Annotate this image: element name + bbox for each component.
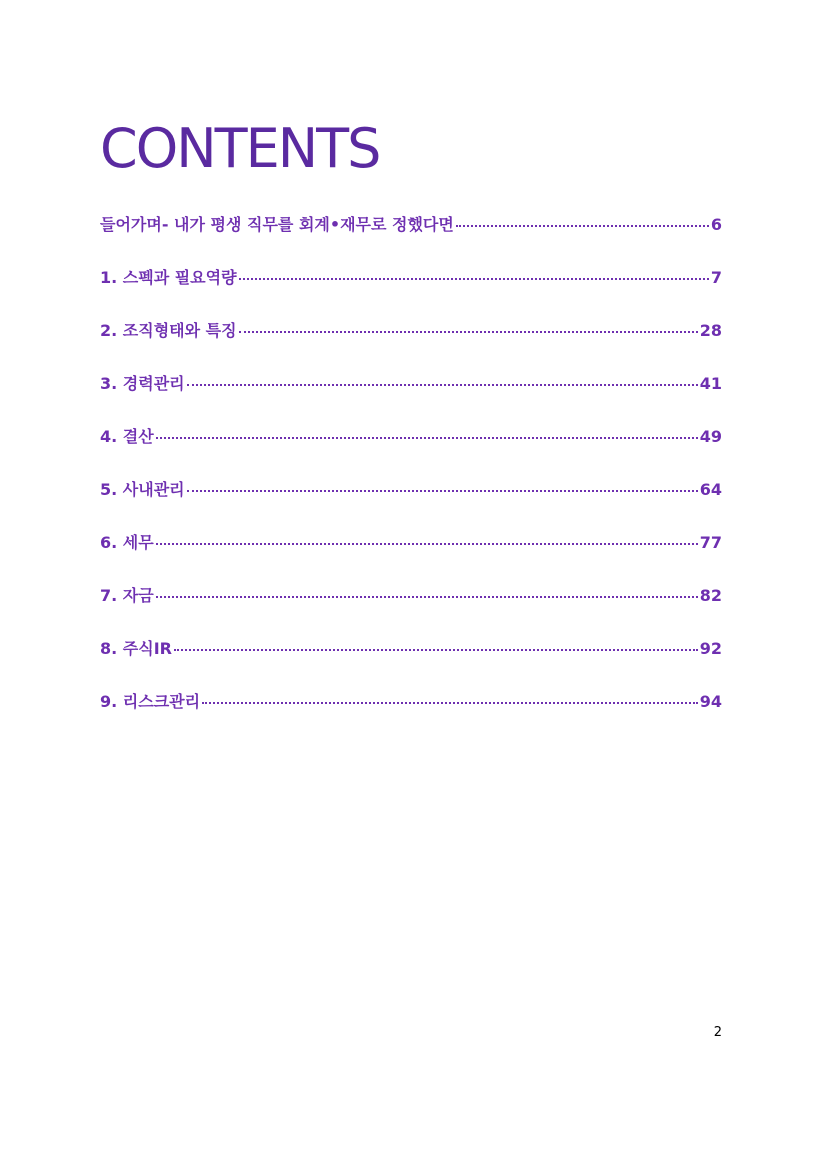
toc-entry-label: 6. 세무 xyxy=(100,533,154,552)
toc-entry-label: 4. 결산 xyxy=(100,427,154,446)
toc-entry-label: 1. 스펙과 필요역량 xyxy=(100,268,237,287)
toc-entry-3[interactable] xyxy=(100,371,722,424)
toc-dot-leader xyxy=(174,649,698,651)
toc-entry-label: 7. 자금 xyxy=(100,586,154,605)
toc-dot-leader xyxy=(187,490,698,492)
toc-entry-label: 8. 주식IR xyxy=(100,639,172,658)
toc-entry-page: 82 xyxy=(699,586,722,605)
toc-entry-page: 28 xyxy=(699,321,722,340)
page-title: CONTENTS xyxy=(100,117,380,180)
toc-entry-label: 3. 경력관리 xyxy=(100,374,185,393)
toc-dot-leader xyxy=(187,384,698,386)
toc-entry-page: 94 xyxy=(699,692,722,711)
toc-entry-5[interactable] xyxy=(100,477,722,530)
page-number: 2 xyxy=(713,1025,722,1040)
toc-dot-leader xyxy=(239,331,698,333)
toc-entry-page: 77 xyxy=(699,533,722,552)
toc-entry-label: 2. 조직형태와 특징 xyxy=(100,321,237,340)
toc-entry-page: 64 xyxy=(699,480,722,499)
toc-entry-page: 92 xyxy=(699,639,722,658)
toc-entry-label: 5. 사내관리 xyxy=(100,480,185,499)
toc-entry-label: 들어가며- 내가 평생 직무를 회계•재무로 정했다면 xyxy=(100,215,454,234)
toc-entry-label: 9. 리스크관리 xyxy=(100,692,201,711)
toc-entry-page: 41 xyxy=(699,374,722,393)
toc-dot-leader xyxy=(239,278,709,280)
toc-entry-2[interactable] xyxy=(100,318,722,371)
toc-entry-page: 7 xyxy=(710,268,722,287)
toc-entry-9[interactable] xyxy=(100,689,722,742)
toc-entry-6[interactable] xyxy=(100,530,722,583)
toc-dot-leader xyxy=(156,596,698,598)
toc-entry-4[interactable] xyxy=(100,424,722,477)
toc-entry-1[interactable] xyxy=(100,265,722,318)
toc-entry-7[interactable] xyxy=(100,583,722,636)
toc-dot-leader xyxy=(456,225,709,227)
table-of-contents xyxy=(100,212,722,742)
toc-dot-leader xyxy=(156,437,698,439)
toc-entry-8[interactable] xyxy=(100,636,722,689)
toc-dot-leader xyxy=(156,543,698,545)
toc-entry-page: 49 xyxy=(699,427,722,446)
toc-entry-intro[interactable] xyxy=(100,212,722,265)
toc-entry-page: 6 xyxy=(710,215,722,234)
toc-dot-leader xyxy=(202,702,698,704)
